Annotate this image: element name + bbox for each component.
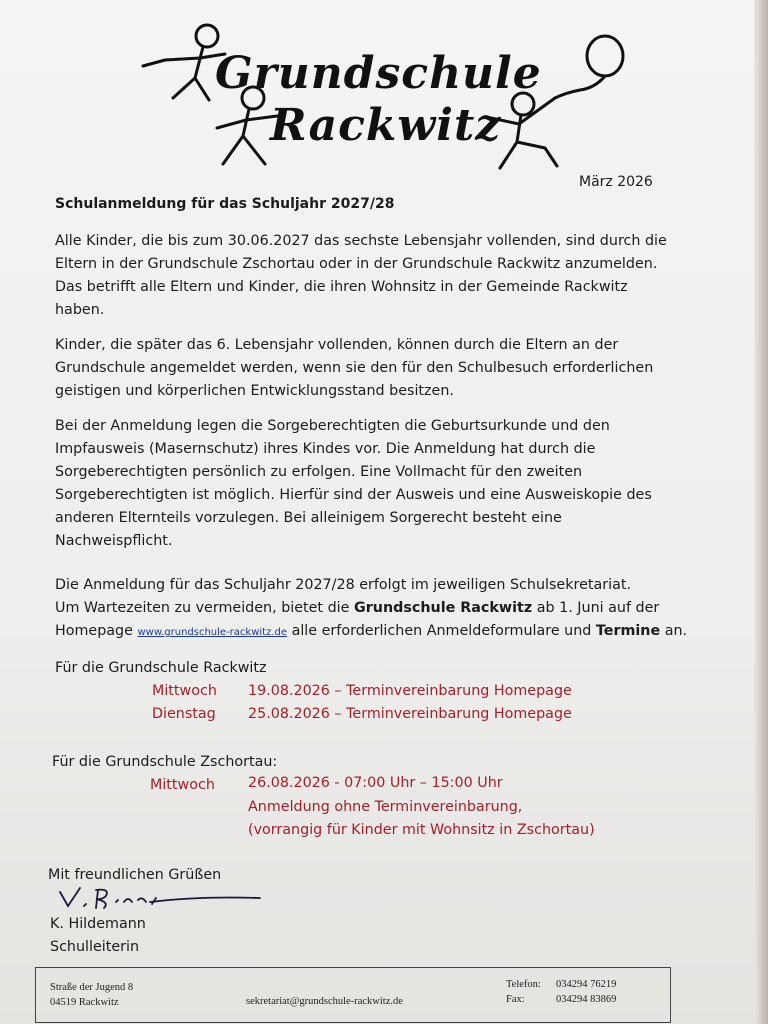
rackwitz-text-1: 19.08.2026 – Terminvereinbarung Homepage — [248, 683, 572, 699]
text-line: haben. — [55, 302, 105, 318]
text-line: anderen Elternteils vorzulegen. Bei alleinigem Sorgerecht besteht eine — [55, 510, 562, 526]
text-line: Sorgeberechtigten ist möglich. Hierfür sind der Ausweis und eine Ausweiskopie des — [55, 487, 652, 503]
zschortau-line-3: (vorrangig für Kinder mit Wohnsitz in Zschortau) — [248, 822, 595, 838]
footer-street: Straße der Jugend 8 — [50, 982, 134, 993]
footer-city: 04519 Rackwitz — [50, 997, 119, 1008]
logo-text-grundschule: Grundschule — [215, 48, 542, 99]
rackwitz-heading: Für die Grundschule Rackwitz — [55, 660, 267, 676]
text-span: an. — [660, 623, 688, 639]
school-logo — [125, 18, 645, 178]
text-line: Das betrifft alle Eltern und Kinder, die ihren Wohnsitz in der Gemeinde Rackwitz — [55, 279, 628, 295]
school-name-bold: Grundschule Rackwitz — [353, 600, 533, 616]
footer-fax-label: Fax: — [506, 994, 525, 1005]
text-line — [55, 597, 745, 620]
paragraph-4 — [55, 574, 745, 644]
paper-edge-shadow — [754, 0, 768, 1024]
rackwitz-text-2: 25.08.2026 – Terminvereinbarung Homepage — [248, 706, 572, 722]
text-line: Alle Kinder, die bis zum 30.06.2027 das sechste Lebensjahr vollenden, sind durch die — [55, 233, 667, 249]
text-span: Um Wartezeiten zu vermeiden, bietet die — [55, 600, 354, 616]
letter-date: März 2026 — [579, 174, 653, 190]
closing-greeting: Mit freundlichen Grüßen — [48, 867, 222, 883]
signature-icon — [50, 880, 270, 920]
text-line: Impfausweis (Masernschutz) ihres Kindes vor. Die Anmeldung hat durch die — [55, 441, 596, 457]
text-line: Bei der Anmeldung legen die Sorgeberechtigten die Geburtsurkunde und den — [55, 418, 610, 434]
rackwitz-day-1: Mittwoch — [152, 683, 217, 699]
homepage-link[interactable]: www.grundschule-rackwitz.de — [137, 627, 288, 638]
text-span: alle erforderlichen Anmeldeformulare und — [287, 623, 596, 639]
letter-title: Schulanmeldung für das Schuljahr 2027/28 — [55, 196, 395, 212]
paragraph-2 — [55, 334, 715, 403]
paragraph-1 — [55, 230, 715, 322]
zschortau-line-2: Anmeldung ohne Terminvereinbarung, — [248, 799, 523, 815]
zschortau-line-1: 26.08.2026 - 07:00 Uhr – 15:00 Uhr — [248, 775, 503, 791]
text-line — [55, 620, 745, 644]
text-line: Kinder, die später das 6. Lebensjahr vollenden, können durch die Eltern an der — [55, 337, 619, 353]
text-line: Grundschule angemeldet werden, wenn sie den für den Schulbesuch erforderlichen — [55, 360, 654, 376]
footer-phone-label: Telefon: — [506, 979, 541, 990]
rackwitz-day-2: Dienstag — [152, 706, 216, 722]
letter-footer — [35, 967, 671, 1023]
signer-role: Schulleiterin — [50, 939, 140, 955]
footer-email: sekretariat@grundschule-rackwitz.de — [246, 996, 403, 1007]
text-line: Nachweispflicht. — [55, 533, 173, 549]
logo-text-rackwitz: Rackwitz — [270, 100, 502, 151]
text-span: ab 1. Juni auf der — [532, 600, 660, 616]
footer-phone: 034294 76219 — [556, 979, 617, 990]
text-line: Eltern in der Grundschule Zschortau oder in der Grundschule Rackwitz anzumelden. — [55, 256, 658, 272]
signer-name: K. Hildemann — [50, 916, 146, 932]
text-line: Sorgeberechtigten persönlich zu erfolgen. Eine Vollmacht für den zweiten — [55, 464, 583, 480]
footer-fax: 034294 83869 — [556, 994, 617, 1005]
termine-bold: Termine — [595, 623, 661, 639]
text-span: Homepage — [55, 623, 138, 639]
zschortau-day: Mittwoch — [150, 777, 215, 793]
zschortau-heading: Für die Grundschule Zschortau: — [52, 754, 278, 770]
paragraph-3 — [55, 415, 715, 553]
text-line: geistigen und körperlichen Entwicklungsstand besitzen. — [55, 383, 454, 399]
text-line: Die Anmeldung für das Schuljahr 2027/28 erfolgt im jeweiligen Schulsekretariat. — [55, 577, 631, 593]
